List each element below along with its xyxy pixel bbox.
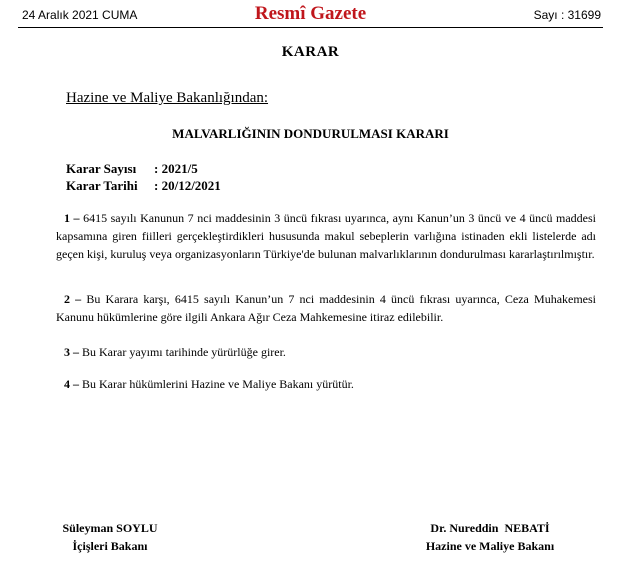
- issue-date: 24 Aralık 2021 CUMA: [22, 8, 138, 22]
- article-number: 1 –: [64, 211, 80, 225]
- article-2: [56, 290, 596, 326]
- issuing-ministry: Hazine ve Maliye Bakanlığından:: [66, 90, 269, 106]
- signatory-title: Hazine ve Maliye Bakanı: [425, 539, 555, 553]
- article-3: [56, 343, 596, 361]
- article-text: 6415 sayılı Kanunun 7 nci maddesinin 3 üncü fıkrası uyarınca, aynı Kanun’un 3 üncü ve 4 üncü maddesi kapsamına giren fiilleri gerçekleştirdikleri hususunda makul sebeplerin varlığına istinaden ekli listelerde adı geçen kişi, kuruluş veya organizasyonların Türkiye'de bulunan malvarlıklarının dondurulması kararlaştırılmıştır.: [56, 211, 597, 261]
- decision-title: MALVARLIĞININ DONDURULMASI KARARI: [172, 126, 449, 141]
- article-1: [56, 209, 596, 263]
- decision-date-value: : 20/12/2021: [154, 178, 221, 193]
- decision-number: [66, 161, 198, 177]
- gazette-title: Resmî Gazete: [254, 3, 367, 24]
- article-number: 4 –: [64, 377, 79, 391]
- signatory-name: Dr. Nureddin NEBATİ: [430, 521, 550, 535]
- gazette-header: [0, 0, 621, 30]
- decision-number-value: : 2021/5: [154, 161, 198, 176]
- signature-block-right: [405, 519, 575, 555]
- issue-number: Sayı : 31699: [533, 8, 601, 22]
- article-text: Bu Karar yayımı tarihinde yürürlüğe girer.: [79, 345, 286, 359]
- section-title: KARAR: [281, 44, 340, 60]
- article-4: [56, 375, 596, 393]
- decision-number-label: Karar Sayısı: [66, 161, 137, 176]
- decision-date-label: Karar Tarihi: [66, 178, 138, 193]
- signature-block-left: [40, 519, 180, 555]
- signatory-name: Süleyman SOYLU: [62, 521, 158, 535]
- article-text: Bu Karara karşı, 6415 sayılı Kanun’un 7 nci maddesinin 4 üncü fıkrası uyarınca, Ceza Muhakemesi Kanunu hükümlerine göre ilgili Ankara Ağır Ceza Mahkemesine itiraz edilebilir.: [56, 292, 597, 324]
- decision-date: [66, 178, 221, 194]
- header-divider: [18, 27, 603, 28]
- signatory-title: İçişleri Bakanı: [72, 539, 148, 553]
- article-number: 3 –: [64, 345, 79, 359]
- article-text: Bu Karar hükümlerini Hazine ve Maliye Bakanı yürütür.: [79, 377, 354, 391]
- article-number: 2 –: [64, 292, 82, 306]
